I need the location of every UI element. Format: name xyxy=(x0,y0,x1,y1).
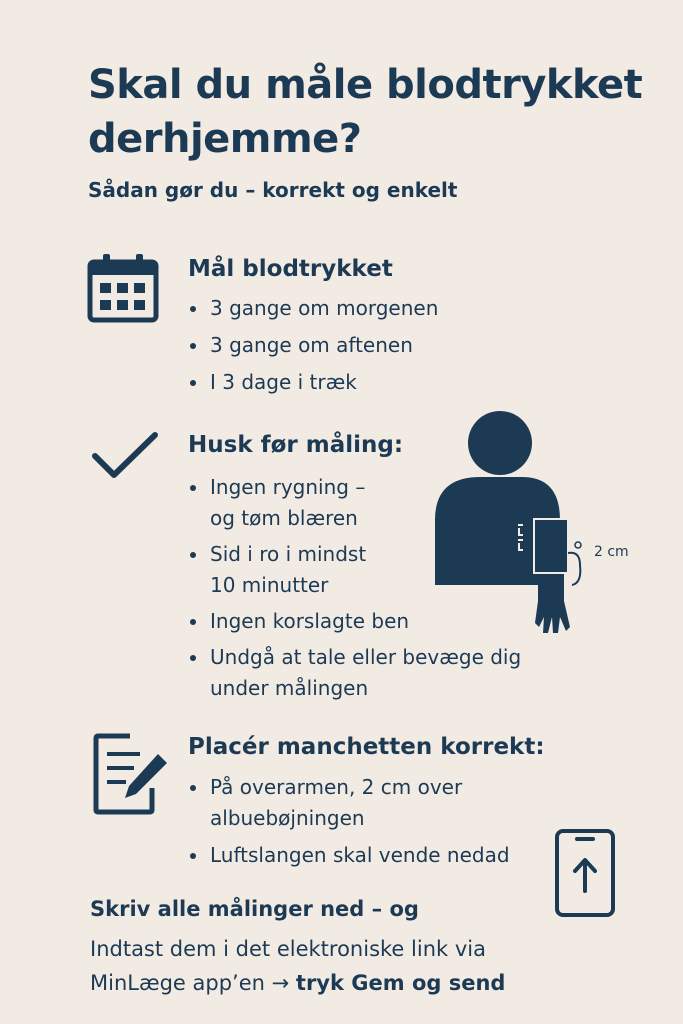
list-item: Luftslangen skal vende nedad xyxy=(188,840,548,871)
section-heading-cuff: Placér manchetten korrekt: xyxy=(188,734,545,760)
page-title: Skal du måle blodtrykket derhjemme? xyxy=(88,62,643,162)
list-item: Sid i ro i mindst 10 minutter xyxy=(188,539,388,601)
footer-line-2 xyxy=(90,966,610,1000)
distance-label: 2 cm xyxy=(594,544,629,560)
phone-upload-icon xyxy=(553,827,617,919)
list-item: Ingen rygning – og tøm blæren xyxy=(188,472,388,534)
list-item: På overarmen, 2 cm over albuebøjningen xyxy=(188,772,488,834)
list-item: I 3 dage i træk xyxy=(188,367,508,398)
section-heading-measure: Mål blodtrykket xyxy=(188,256,393,282)
calendar-icon xyxy=(86,252,160,326)
checkmark-icon xyxy=(90,430,160,482)
section-heading-before: Husk før måling: xyxy=(188,432,404,458)
page-subtitle: Sådan gør du – korrekt og enkelt xyxy=(88,178,458,202)
list-item: Ingen korslagte ben xyxy=(188,606,568,637)
measure-list xyxy=(188,293,508,398)
footer-heading: Skriv alle målinger ned – og xyxy=(90,897,419,921)
before-list-a xyxy=(188,472,388,601)
cuff-list-a xyxy=(188,772,488,834)
list-item: Undgå at tale eller bevæge dig under målingen xyxy=(188,642,568,704)
footer-line-2-text: MinLæge app’en → xyxy=(90,971,290,995)
footer-text xyxy=(90,932,610,1000)
footer-bold-end: tryk Gem og send xyxy=(295,971,506,995)
cuff-list-b xyxy=(188,840,548,871)
list-item: 3 gange om morgenen xyxy=(188,293,508,324)
note-pencil-icon xyxy=(92,732,172,816)
list-item: 3 gange om aftenen xyxy=(188,330,508,361)
footer-line-1: Indtast dem i det elektroniske link via xyxy=(90,937,486,961)
person-cuff-illustration xyxy=(430,405,640,635)
